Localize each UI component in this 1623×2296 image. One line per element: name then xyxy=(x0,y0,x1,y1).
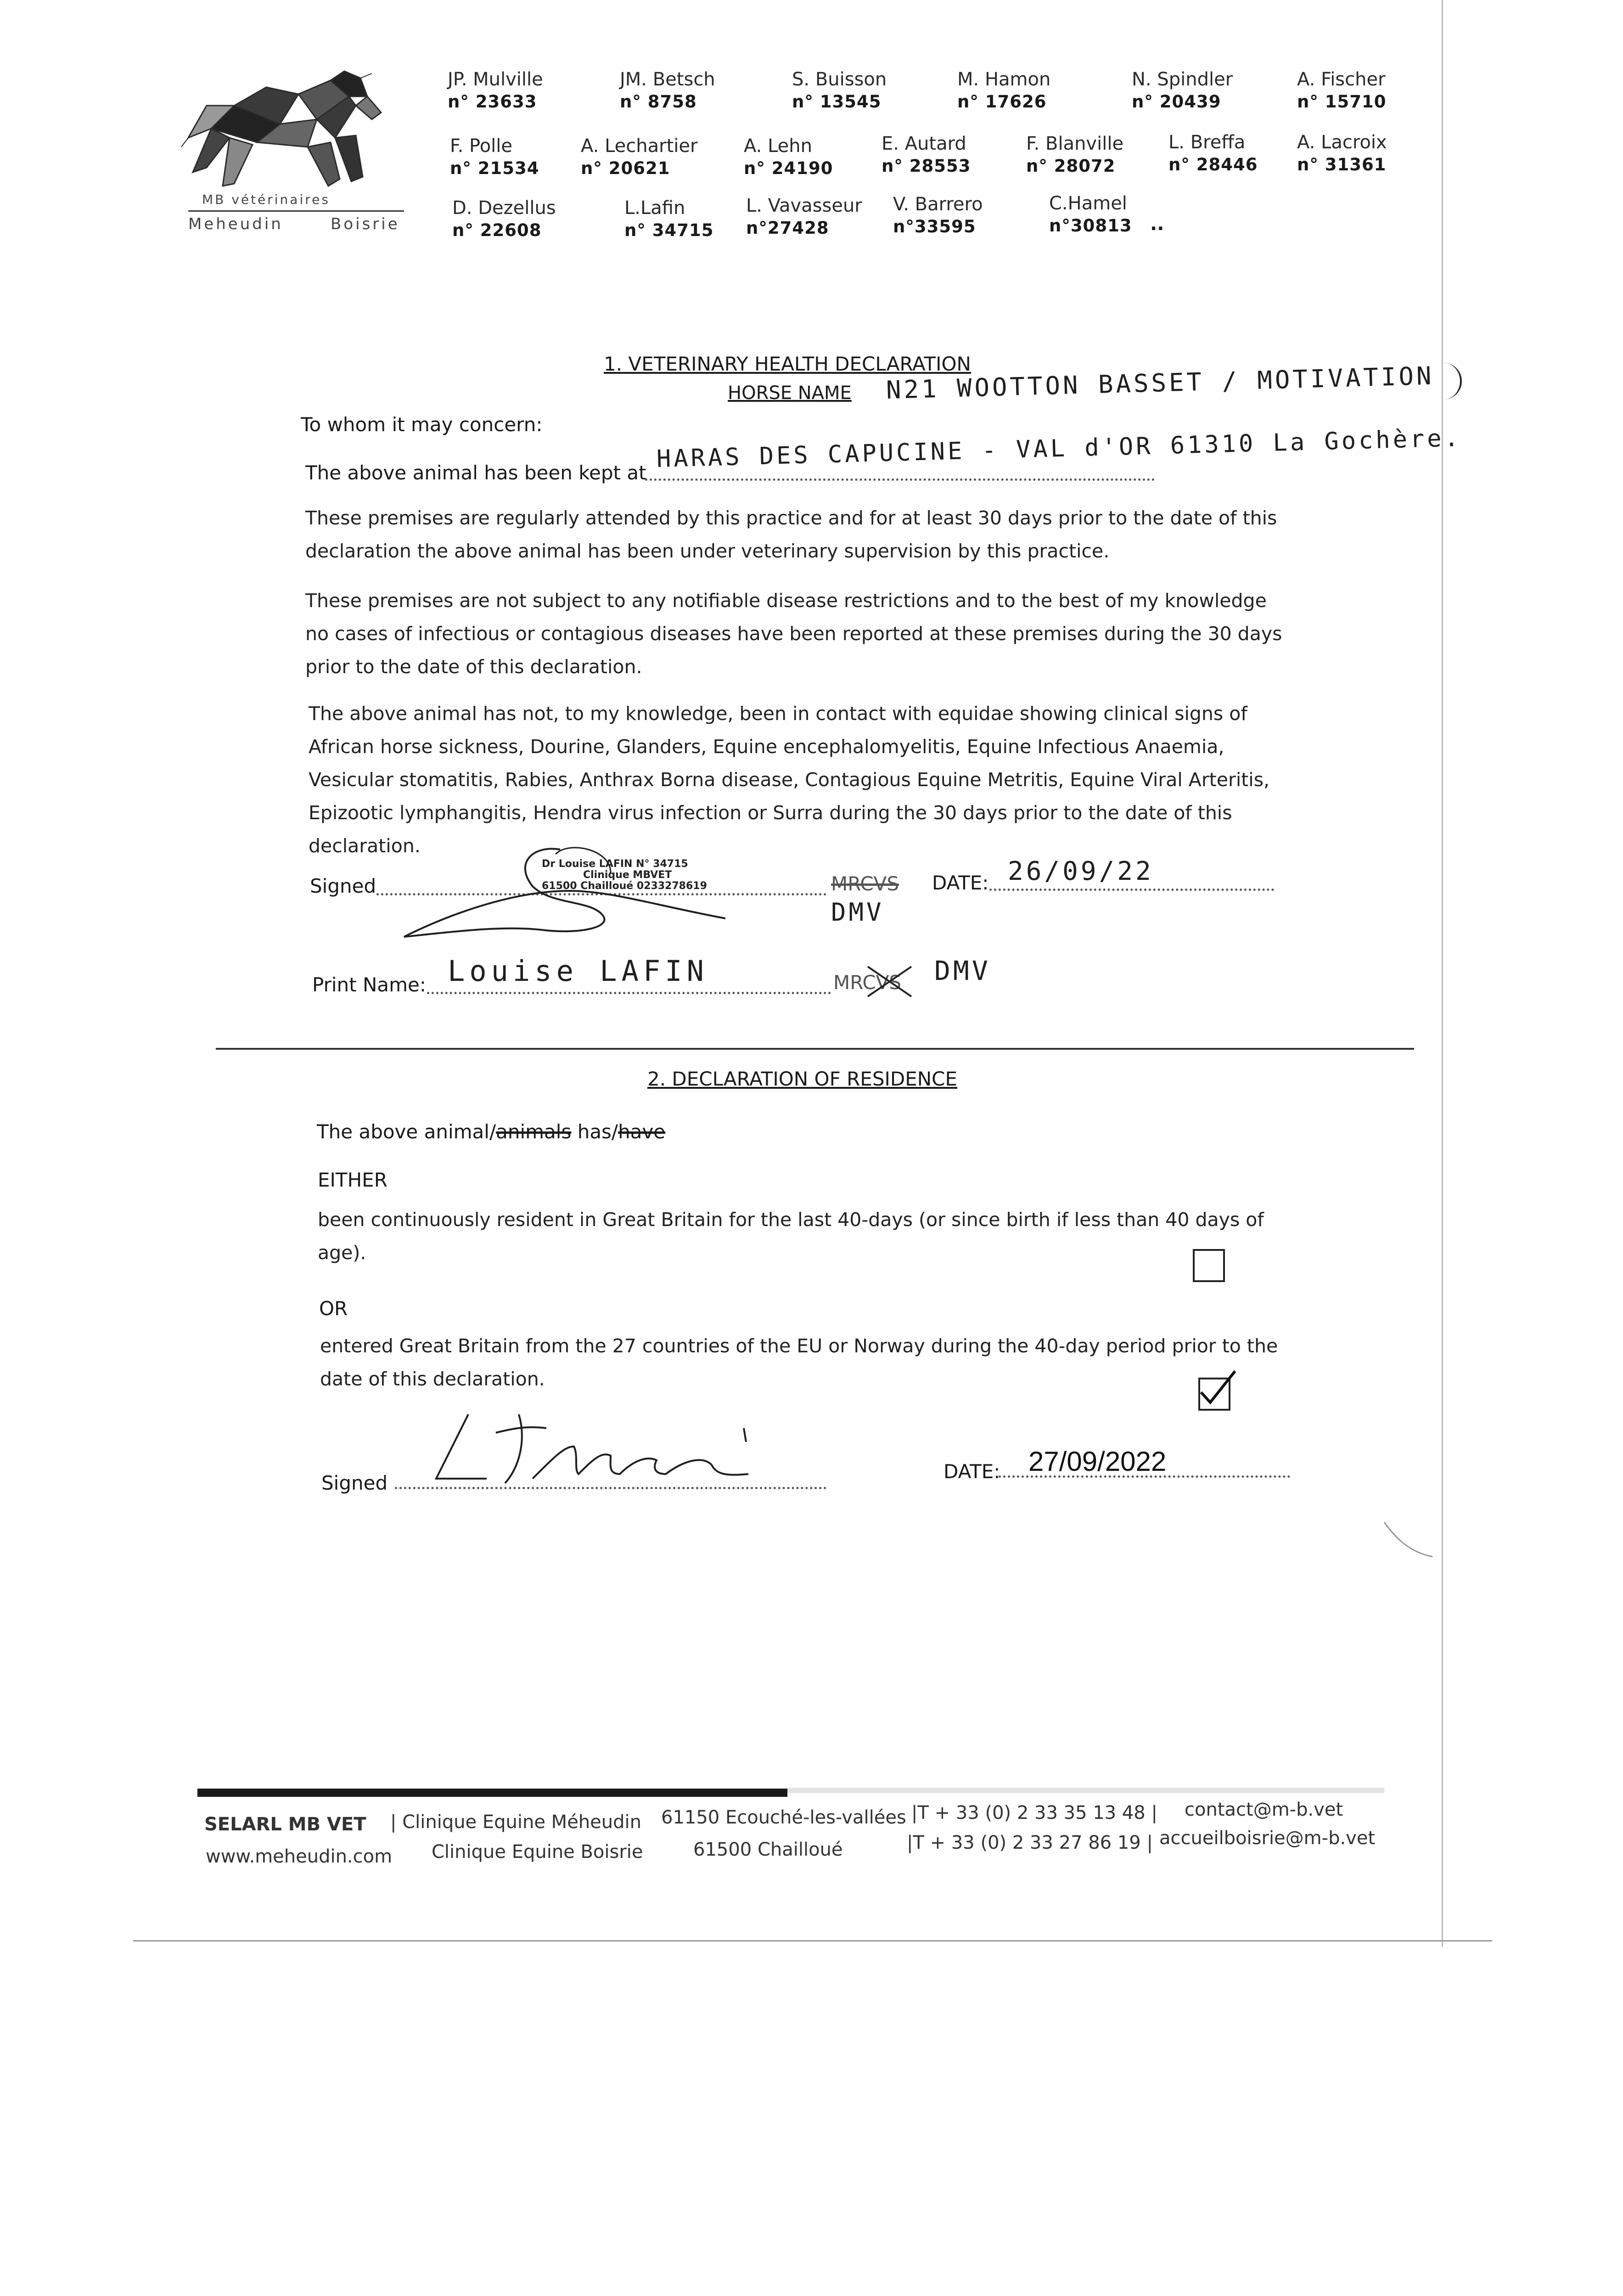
date-label-2: DATE: xyxy=(943,1460,1000,1483)
vet-number: n° 20621 xyxy=(581,158,670,178)
vet-name: N. Spindler xyxy=(1132,69,1233,90)
print-dmv: DMV xyxy=(934,955,991,986)
vet-name: L. Vavasseur xyxy=(746,195,862,216)
para-no-restrictions: These premises are not subject to any notifiable disease restrictions and to the best of my knowledge no cases of infectious or contagious diseases have been reported at these premises during the 30 days prior to the date of this declaration. xyxy=(305,590,1282,678)
vet-name: F. Polle xyxy=(450,135,513,157)
date-value-2: 27/09/2022 xyxy=(1028,1446,1167,1477)
option2-checkbox[interactable] xyxy=(1198,1378,1230,1411)
footer-rule xyxy=(197,1789,787,1797)
print-mrcvs-label: MRCVS xyxy=(833,971,902,994)
vet-number: n° 28072 xyxy=(1026,156,1116,176)
footer-phone2: |T + 33 (0) 2 33 27 86 19 | xyxy=(907,1832,1153,1853)
logo-line2-left: Meheudin xyxy=(188,215,283,233)
para-supervision: These premises are regularly attended by this practice and for at least 30 days prior to the date of this declaration the above animal has been under veterinary supervision by this practice. xyxy=(305,507,1277,562)
signed-label: Signed xyxy=(310,875,376,897)
vet-name: D. Dezellus xyxy=(452,197,556,219)
date-dots-1 xyxy=(989,889,1274,891)
footer-email1[interactable]: contact@m-b.vet xyxy=(1185,1799,1343,1820)
kept-at-dots xyxy=(645,478,1155,481)
vet-name: S. Buisson xyxy=(792,69,887,90)
footer-website[interactable]: www.meheudin.com xyxy=(206,1846,393,1867)
signature-vet xyxy=(395,836,744,946)
vet-name: A. Lacroix xyxy=(1297,132,1387,153)
vet-entry xyxy=(1297,132,1481,174)
or-label: OR xyxy=(319,1297,348,1320)
vet-name: F. Blanville xyxy=(1026,133,1124,154)
vet-entry xyxy=(448,69,631,112)
vet-name: V. Barrero xyxy=(893,194,983,215)
footer-company: SELARL MB VET xyxy=(204,1814,366,1835)
para-no-contact: The above animal has not, to my knowledge, been in contact with equidae showing clinical signs of African horse sickness, Dourine, Glanders, Equine encephalomyelitis, Equine Infectious Anaemia, Vesicular stomatitis, Rabies, Anthrax Borna disease, Contagious Equine Metritis, Equine Viral Arteritis, Epizootic lymphangitis, Hendra virus infection or Surra during the 30 days prior to the date of this declaration. xyxy=(309,703,1270,857)
vet-number: n° 20439 xyxy=(1132,92,1221,112)
kept-at-label: The above animal has been kept at xyxy=(305,461,646,484)
footer-phone1: |T + 33 (0) 2 33 35 13 48 | xyxy=(911,1802,1157,1823)
print-name-value: Louise LAFIN xyxy=(448,954,708,988)
stamp-line1: Dr Louise LAFIN N° 34715 xyxy=(542,858,688,870)
option1-text: been continuously resident in Great Britain for the last 40-days (or since birth if less than 40 days of age). xyxy=(318,1209,1264,1264)
vet-number: n°30813 xyxy=(1049,216,1132,236)
vet-entry xyxy=(1049,193,1233,236)
vet-entry xyxy=(452,197,636,240)
vet-entry xyxy=(1297,69,1481,112)
scan-bottom-line xyxy=(133,1940,1492,1941)
logo-line2-right: Boisrie xyxy=(331,215,400,233)
vet-number: n° 23633 xyxy=(448,92,537,112)
vet-number: n° 28553 xyxy=(882,156,971,176)
vet-number: n°27428 xyxy=(746,218,829,238)
horse-logo-icon xyxy=(179,69,399,202)
footer-address1: 61150 Ecouché-les-vallées xyxy=(661,1807,906,1828)
date-label-1: DATE: xyxy=(932,872,989,894)
mrcvs-cross-mark xyxy=(865,964,916,1001)
vet-name: L.Lafin xyxy=(624,197,685,219)
stamp-line3: 61500 Chailloué 0233278619 xyxy=(542,880,707,892)
horse-name-label: HORSE NAME xyxy=(728,383,852,404)
vet-trailing-mark: .. xyxy=(1150,214,1164,235)
section1-title: 1. VETERINARY HEALTH DECLARATION xyxy=(604,353,971,375)
stamp-line2: Clinique MBVET xyxy=(583,869,672,881)
scan-edge-line xyxy=(1442,0,1443,1947)
footer-clinic2: Clinique Equine Boisrie xyxy=(432,1841,643,1863)
vet-number: n° 31361 xyxy=(1297,155,1387,174)
vet-name: E. Autard xyxy=(882,133,966,154)
mrcvs-label: MRCVS xyxy=(831,872,899,895)
vet-name: A. Lehn xyxy=(744,135,812,157)
vet-entry xyxy=(581,135,764,178)
kept-at-value: HARAS DES CAPUCINE - VAL d'OR 61310 La Gochère. xyxy=(656,424,1462,473)
vet-number: n° 21534 xyxy=(450,158,539,178)
date-value-1: 26/09/22 xyxy=(1008,856,1154,886)
vet-number: n° 22608 xyxy=(452,220,542,240)
vet-name: C.Hamel xyxy=(1049,193,1127,214)
vet-number: n° 17626 xyxy=(957,92,1047,112)
section-separator xyxy=(216,1048,1414,1050)
vet-number: n° 15710 xyxy=(1297,92,1387,112)
vet-number: n° 13545 xyxy=(792,92,882,112)
vet-entry xyxy=(957,69,1141,112)
print-name-label: Print Name: xyxy=(312,974,427,996)
greeting: To whom it may concern: xyxy=(301,413,543,436)
signature-owner xyxy=(427,1405,776,1497)
footer-clinic1: | Clinique Equine Méheudin xyxy=(390,1812,641,1833)
vet-name: JM. Betsch xyxy=(620,69,715,90)
vet-entry xyxy=(792,69,976,112)
footer-address2: 61500 Chailloué xyxy=(693,1839,843,1860)
vet-number: n° 34715 xyxy=(624,220,714,240)
option2-text: entered Great Britain from the 27 countries of the EU or Norway during the 40-day period prior to the date of this declaration. xyxy=(320,1335,1278,1390)
vet-name: M. Hamon xyxy=(957,69,1051,90)
horse-name-value: N21 WOOTTON BASSET / MOTIVATION xyxy=(886,361,1435,405)
dmv-handwritten: DMV xyxy=(831,898,884,927)
intro-struck-have: have xyxy=(618,1120,666,1143)
option1-checkbox[interactable] xyxy=(1193,1249,1225,1282)
residence-intro xyxy=(317,1120,665,1143)
footer-rule-faint xyxy=(787,1788,1384,1793)
vet-name: JP. Mulville xyxy=(448,69,543,90)
vet-number: n° 8758 xyxy=(620,92,697,112)
print-name-dots xyxy=(427,992,831,994)
vet-number: n° 28446 xyxy=(1168,155,1258,174)
checkmark-icon xyxy=(1197,1369,1239,1411)
intro-text-a: The above animal/ xyxy=(317,1120,496,1143)
footer-email2[interactable]: accueilboisrie@m-b.vet xyxy=(1159,1828,1376,1849)
vet-name: A. Lechartier xyxy=(581,135,698,157)
vet-name: L. Breffa xyxy=(1168,132,1246,153)
intro-struck-animals: animals xyxy=(496,1120,572,1143)
horse-name-bracket xyxy=(1442,363,1462,400)
intro-text-b: has/ xyxy=(571,1120,618,1143)
vet-number: n°33595 xyxy=(893,217,976,236)
vet-entry xyxy=(1132,69,1315,112)
vet-number: n° 24190 xyxy=(744,158,833,178)
section2-title: 2. DECLARATION OF RESIDENCE xyxy=(647,1068,958,1090)
logo-rule xyxy=(188,210,404,212)
vet-entry xyxy=(620,69,803,112)
vet-name: A. Fischer xyxy=(1297,69,1386,90)
scan-stray-mark xyxy=(1382,1520,1437,1561)
logo xyxy=(179,69,409,243)
logo-line1: MB vétérinaires xyxy=(202,192,330,207)
either-label: EITHER xyxy=(318,1169,387,1191)
signed-label-2: Signed xyxy=(321,1472,388,1494)
